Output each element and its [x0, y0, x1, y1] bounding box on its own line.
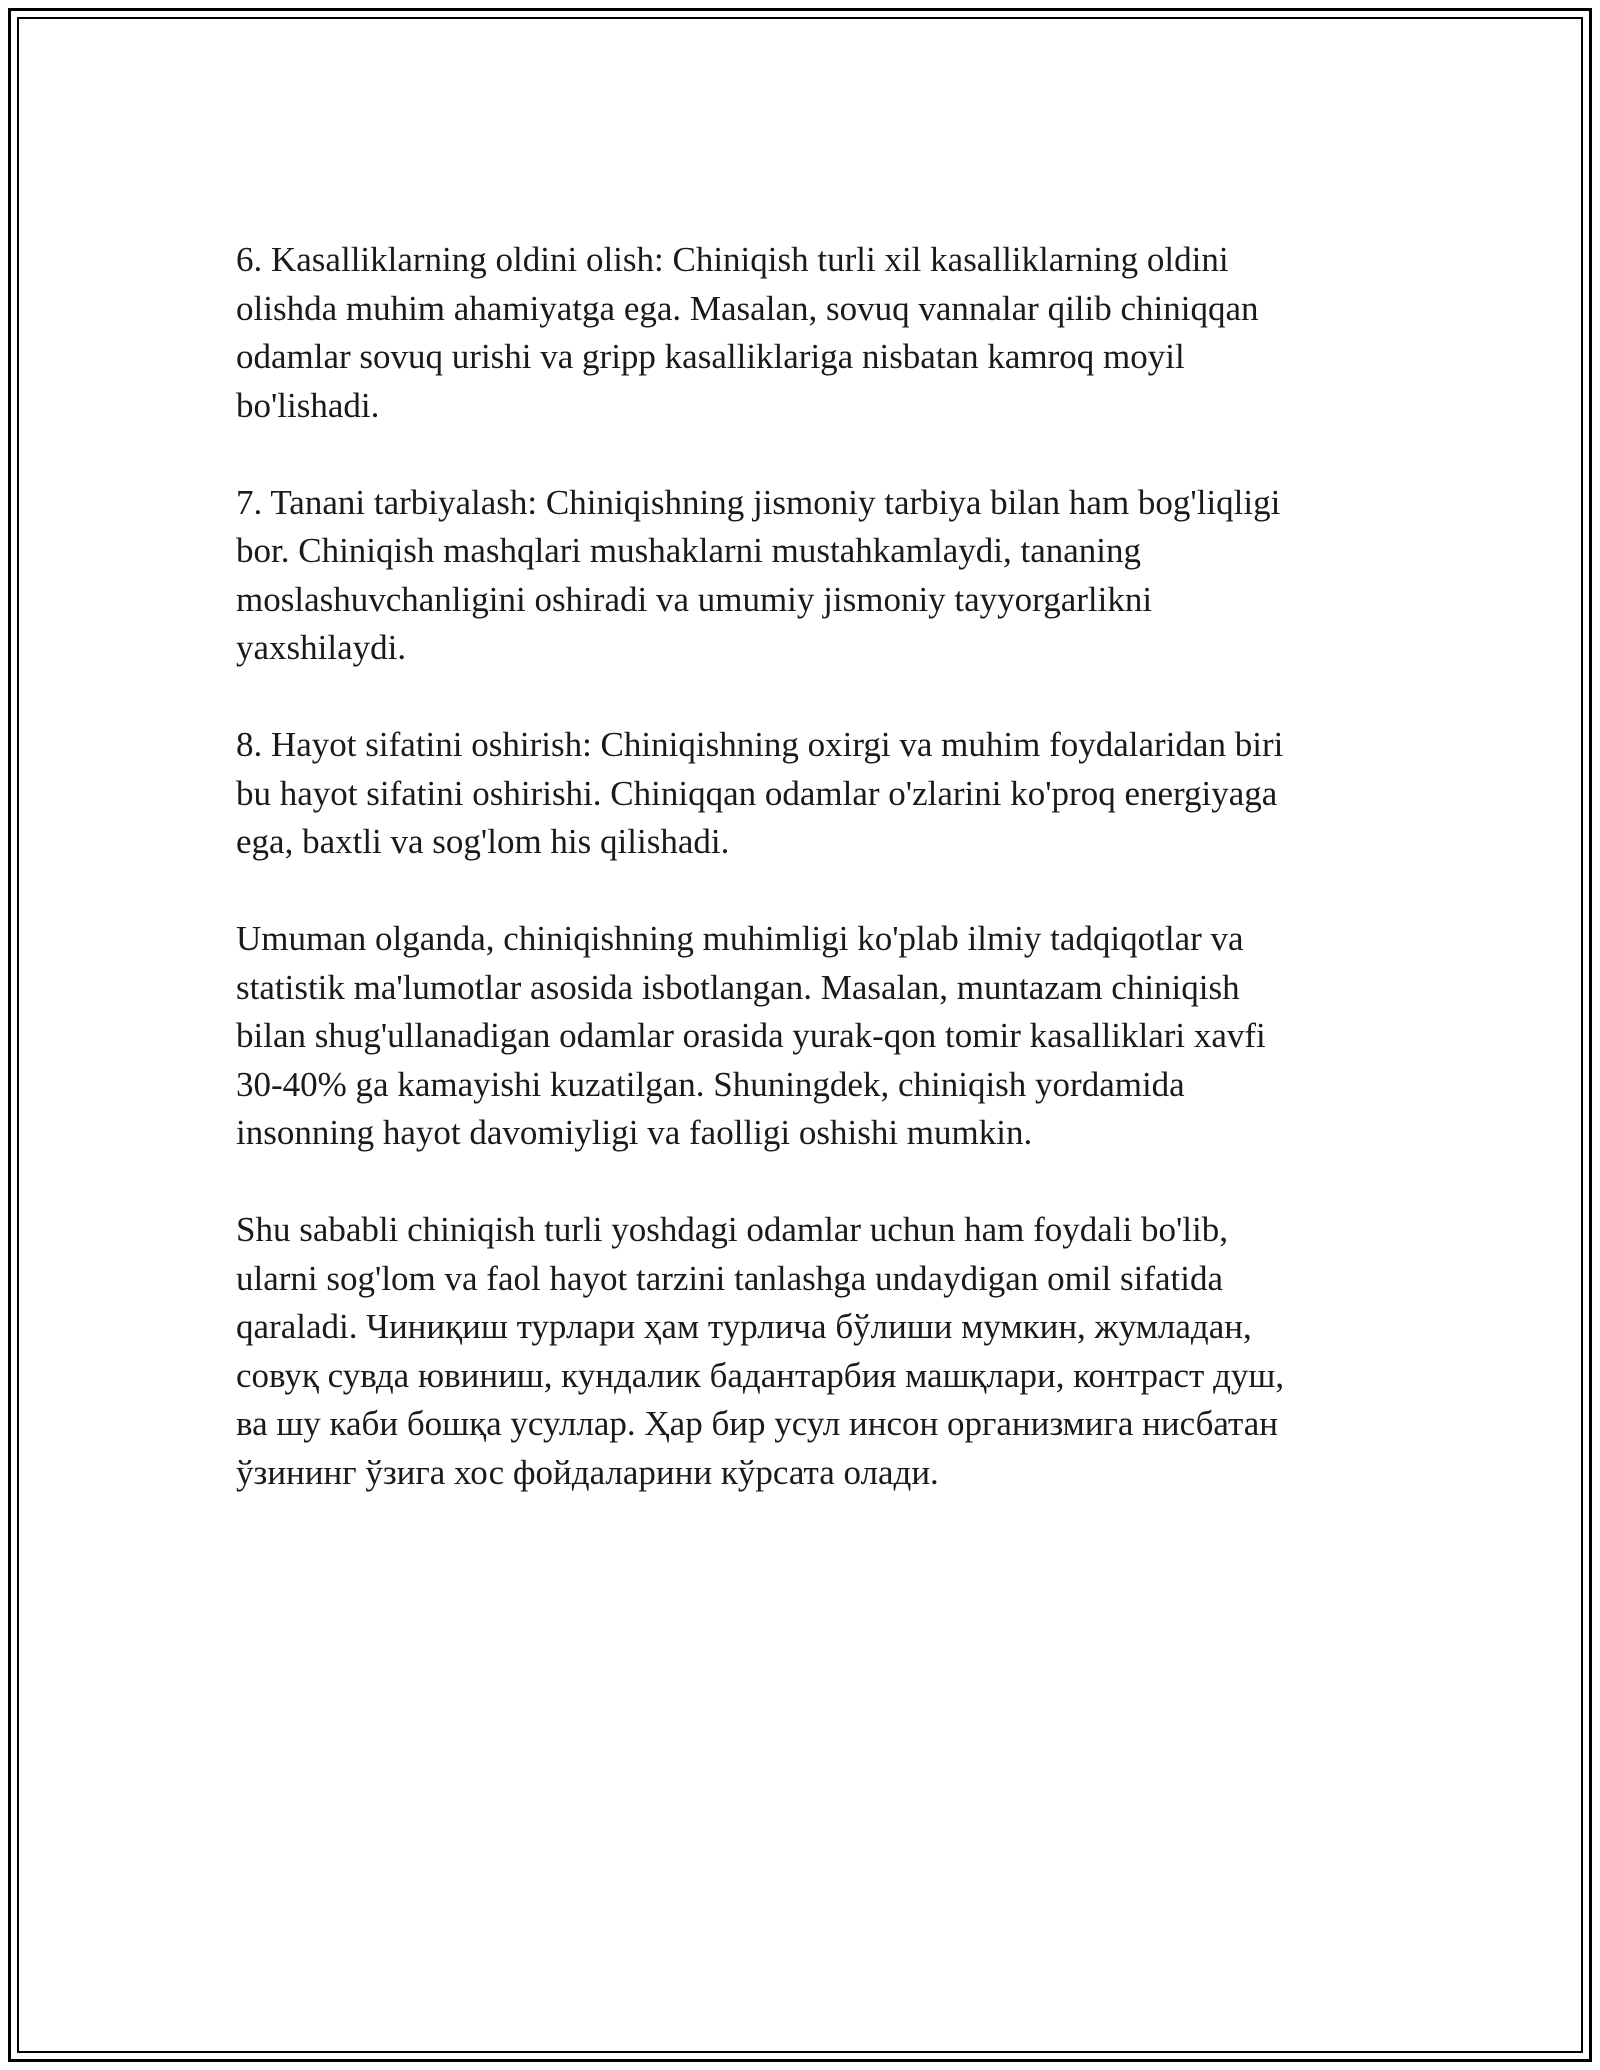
- paragraph-disease-prevention: 6. Kasalliklarning oldini olish: Chiniqish turli xil kasalliklarning oldini olishda muhim ahamiyatga ega. Masalan, sovuq vannalar qilib chiniqqan odamlar sovuq urishi va gripp kasalliklariga nisbatan kamroq moyil bo'lishadi.: [236, 240, 1259, 425]
- paragraph-summary: Umuman olganda, chiniqishning muhimligi ko'plab ilmiy tadqiqotlar va statistik ma'lumotlar asosida isbotlangan. Masalan, muntazam chiniqish bilan shug'ullanadigan odamlar orasida yurak-qon tomir kasalliklari xavfi 30-40% ga kamayishi kuzatilgan. Shuningdek, chiniqish yordamida insonning hayot davomiyligi va faolligi oshishi mumkin.: [236, 919, 1266, 1152]
- paragraph-conclusion: Shu sababli chiniqish turli yoshdagi odamlar uchun ham foydali bo'lib, ularni sog'lom va faol hayot tarzini tanlashga undaydigan omil sifatida qaraladi. Чиниқиш турлари ҳам турлича бўлиши мумкин, жумладан, совуқ сувда ювиниш, кундалик бадантарбия машқлари, контраст душ, ва шу каби бошқа усуллар. Ҳар бир усул инсон организмига нисбатан ўзининг ўзига хос фойдаларини кўрсата олади.: [236, 1210, 1285, 1492]
- document-body: [236, 236, 1376, 1546]
- paragraph-body-training: 7. Tanani tarbiyalash: Chiniqishning jismoniy tarbiya bilan ham bog'liqligi bor. Chiniqish mashqlari mushaklarni mustahkamlaydi, tananing moslashuvchanligini oshiradi va umumiy jismoniy tayyorgarlikni yaxshilaydi.: [236, 482, 1281, 667]
- paragraph-quality-of-life: 8. Hayot sifatini oshirish: Chiniqishning oxirgi va muhim foydalaridan biri bu hayot sifatini oshirishi. Chiniqqan odamlar o'zlarini ko'proq energiyaga ega, baxtli va sog'lom his qilishadi.: [236, 725, 1284, 861]
